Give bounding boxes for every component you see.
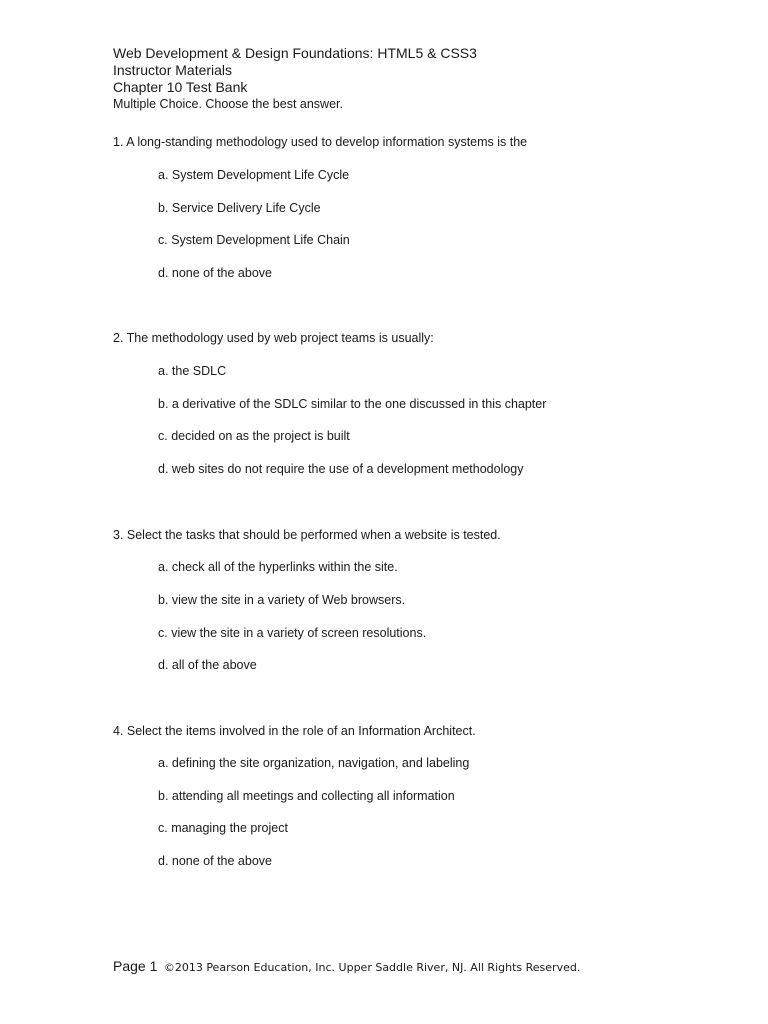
instructions: Multiple Choice. Choose the best answer. [113, 97, 343, 111]
materials-label: Instructor Materials [113, 62, 233, 78]
answer-option-d: d. none of the above [158, 854, 272, 868]
copyright-notice: ©2013 Pearson Education, Inc. Upper Saddle River, NJ. All Rights Reserved. [163, 961, 581, 974]
question-2 [113, 330, 733, 476]
question-stem: 3. Select the tasks that should be performed when a website is tested. [113, 528, 501, 542]
answer-option-d: d. web sites do not require the use of a development methodology [158, 462, 524, 476]
answer-option-b: b. a derivative of the SDLC similar to the one discussed in this chapter [158, 397, 547, 411]
answer-option-b: b. view the site in a variety of Web browsers. [158, 593, 406, 607]
question-stem: 2. The methodology used by web project teams is usually: [113, 331, 434, 345]
question-3 [113, 527, 733, 672]
page-number: Page 1 [113, 958, 158, 974]
answer-option-b: b. Service Delivery Life Cycle [158, 201, 321, 215]
answer-option-a: a. defining the site organization, navigation, and labeling [158, 756, 470, 770]
chapter-title: Chapter 10 Test Bank [113, 79, 248, 95]
answer-option-d: d. none of the above [158, 266, 272, 280]
answer-option-a: a. System Development Life Cycle [158, 168, 350, 182]
question-stem: 4. Select the items involved in the role of an Information Architect. [113, 724, 476, 738]
answer-option-c: c. view the site in a variety of screen resolutions. [158, 626, 427, 640]
question-4 [113, 723, 733, 868]
document-header [113, 45, 713, 113]
question-1 [113, 134, 733, 280]
question-stem: 1. A long-standing methodology used to develop information systems is the [113, 135, 528, 149]
answer-option-c: c. System Development Life Chain [158, 233, 350, 247]
answer-option-c: c. decided on as the project is built [158, 429, 350, 443]
course-title: Web Development & Design Foundations: HTML5 & CSS3 [113, 45, 477, 61]
answer-option-a: a. check all of the hyperlinks within the site. [158, 560, 398, 574]
page-footer [113, 958, 580, 976]
answer-option-a: a. the SDLC [158, 364, 227, 378]
answer-option-b: b. attending all meetings and collecting all information [158, 789, 455, 803]
answer-option-d: d. all of the above [158, 658, 257, 672]
answer-option-c: c. managing the project [158, 821, 288, 835]
